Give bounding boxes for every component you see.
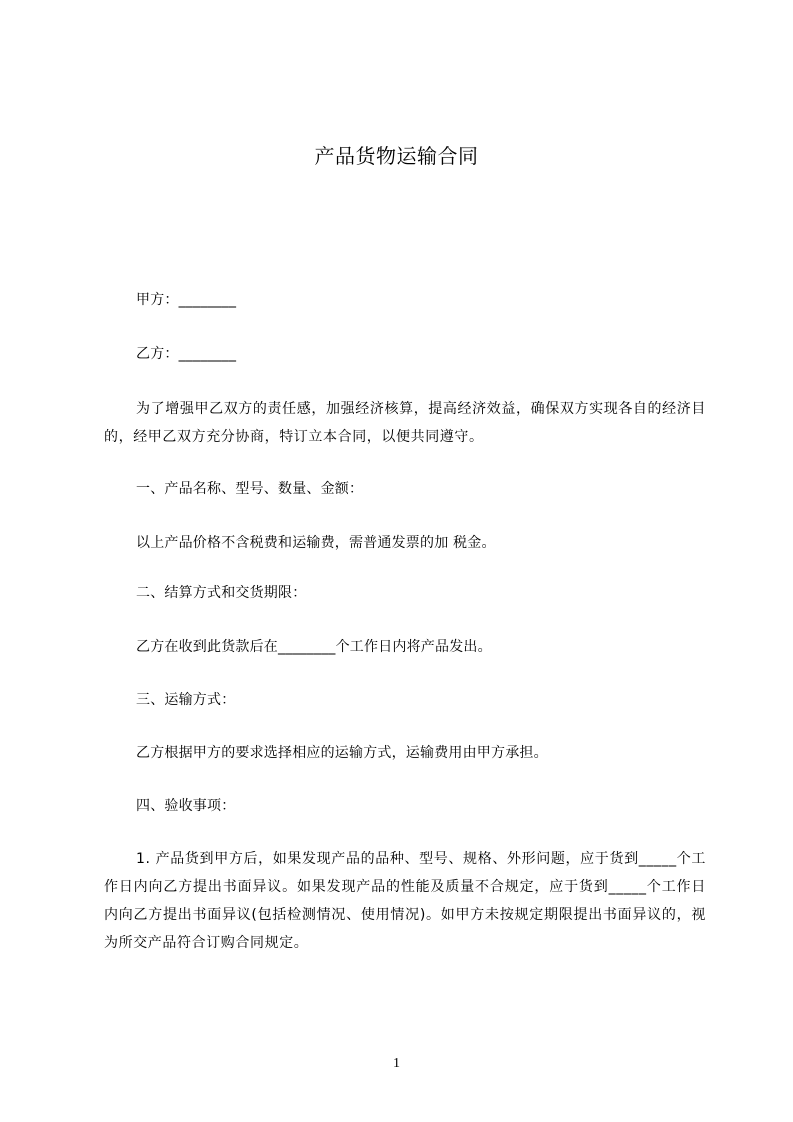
section-4-heading: 四、验收事项： [136, 798, 236, 814]
page-number: 1 [393, 1056, 400, 1071]
party-b-line: 乙方：________ [136, 346, 237, 362]
document-title: 产品货物运输合同 [314, 144, 479, 168]
section-3-text: 乙方根据甲方的要求选择相应的运输方式，运输费用由甲方承担。 [136, 745, 548, 761]
preamble-paragraph: 为了增强甲乙双方的责任感，加强经济核算，提高经济效益，确保双方实现各自的经济目的，经甲乙双方充分协商，特订立本合同，以便共同遵守。 [104, 401, 706, 445]
section-2-heading: 二、结算方式和交货期限： [136, 585, 307, 601]
section-3-heading: 三、运输方式： [136, 692, 236, 708]
party-a-line: 甲方：________ [136, 292, 237, 308]
section-1-text: 以上产品价格不含税费和运输费，需普通发票的加 税金。 [136, 535, 496, 551]
section-4-item-1: 1. 产品货到甲方后，如果发现产品的品种、型号、规格、外形问题，应于货到_____个工作日内向乙方提出书面异议。如果发现产品的性能及质量不合规定，应于货到_____个工作日内向乙方提出书面异议(包括检测情况、使用情况)。如甲方未按规定期限提出书面异议的，视为所交产品符合订购合同规定。 [104, 851, 706, 951]
section-1-heading: 一、产品名称、型号、数量、金额： [136, 481, 364, 497]
section-2-text: 乙方在收到此货款后在________个工作日内将产品发出。 [136, 639, 492, 655]
